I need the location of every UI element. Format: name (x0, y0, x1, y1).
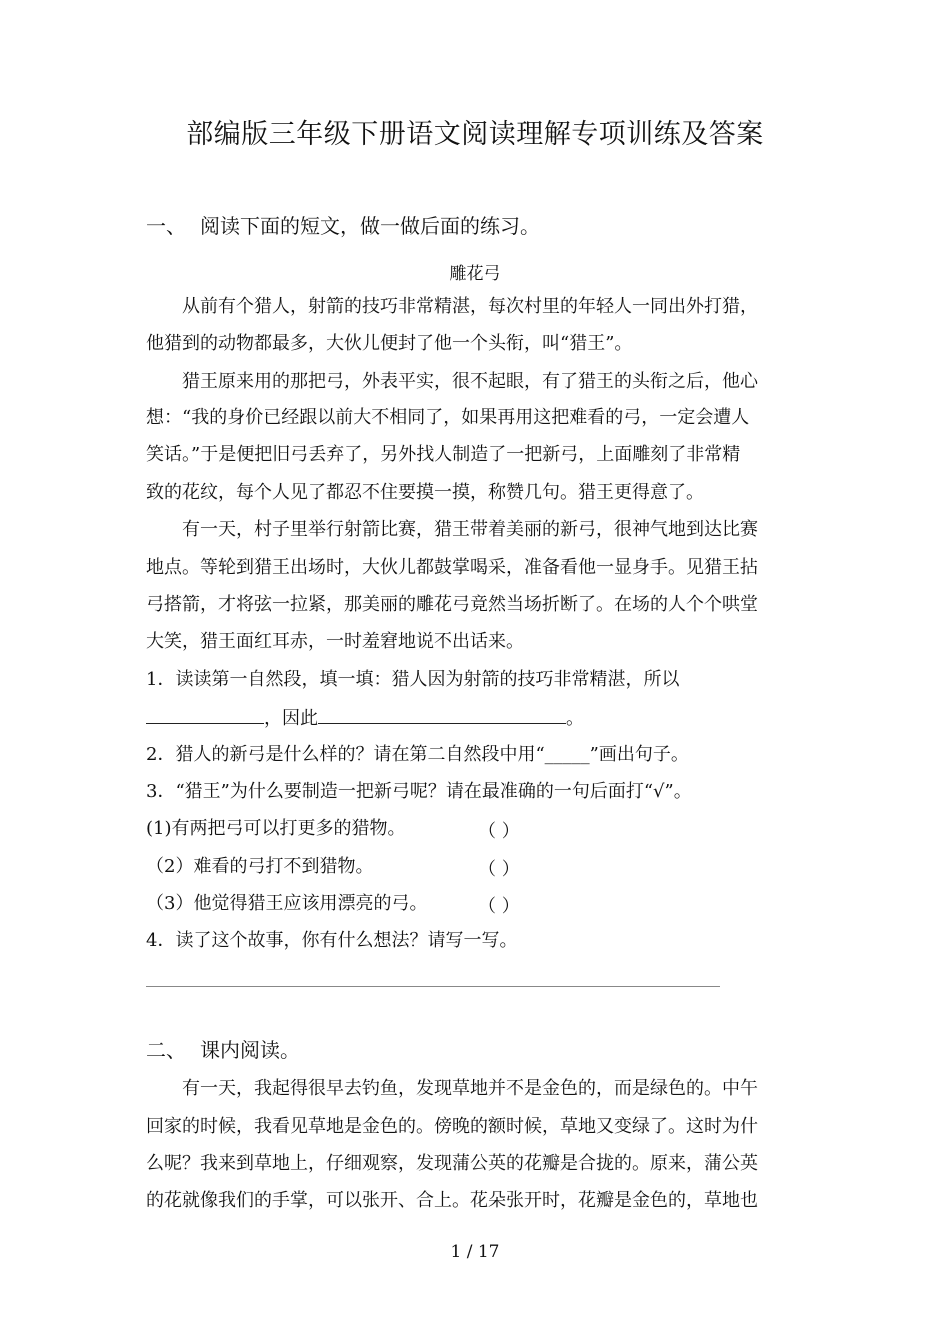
question-2: 2．猎人的新弓是什么样的？请在第二自然段中用“_____”画出句子。 (146, 744, 689, 765)
answer-blank[interactable] (146, 705, 264, 724)
paragraph-line: 地点。等轮到猎王出场时，大伙儿都鼓掌喝采，准备看他一显身手。见猎王拈 (146, 557, 758, 578)
paragraph-line: 么呢？我来到草地上，仔细观察，发现蒲公英的花瓣是合拢的。原来，蒲公英 (146, 1153, 758, 1174)
section-2-heading (146, 1034, 300, 1063)
question-1-mid: ，因此 (264, 708, 318, 729)
paragraph-line: 回家的时候，我看见草地是金色的。傍晚的额时候，草地又变绿了。这时为什 (146, 1116, 758, 1137)
option-1: (1)有两把弓可以打更多的猎物。 (146, 818, 406, 839)
section-heading-text: 阅读下面的短文，做一做后面的练习。 (200, 214, 540, 238)
paragraph-line: 致的花纹，每个人见了都忍不住要摸一摸，称赞几句。猎王更得意了。 (146, 482, 704, 503)
paragraph-line: 大笑，猎王面红耳赤，一时羞窘地说不出话来。 (146, 631, 524, 652)
paragraph-line: 笑话。”于是便把旧弓丢弃了，另外找人制造了一把新弓，上面雕刻了非常精 (146, 444, 741, 465)
story-title: 雕花弓 (449, 264, 501, 284)
question-4: 4．读了这个故事，你有什么想法？请写一写。 (146, 930, 518, 951)
paragraph-line: 从前有个猎人，射箭的技巧非常精湛，每次村里的年轻人一同出外打猎， (182, 296, 758, 317)
question-1-end: 。 (566, 708, 584, 729)
page-title: 部编版三年级下册语文阅读理解专项训练及答案 (186, 119, 764, 150)
paragraph-line: 的花就像我们的手掌，可以张开、合上。花朵张开时，花瓣是金色的，草地也 (146, 1190, 758, 1211)
answer-line[interactable] (146, 986, 720, 987)
section-number: 二、 (146, 1038, 186, 1062)
section-number: 一、 (146, 214, 186, 238)
paragraph-line: 有一天，我起得很早去钓鱼，发现草地并不是金色的，而是绿色的。中午 (182, 1078, 758, 1099)
option-3-checkbox[interactable]: （ ） (478, 896, 520, 917)
question-1-blanks (146, 705, 584, 731)
option-2: （2）难看的弓打不到猎物。 (146, 856, 374, 877)
paragraph-line: 想：“我的身价已经跟以前大不相同了，如果再用这把难看的弓，一定会遭人 (146, 407, 750, 428)
question-1: 1．读读第一自然段，填一填：猎人因为射箭的技巧非常精湛，所以 (146, 669, 680, 690)
option-3: （3）他觉得猎王应该用漂亮的弓。 (146, 893, 428, 914)
option-1-checkbox[interactable]: （ ） (478, 821, 520, 842)
paragraph-line: 猎王原来用的那把弓，外表平实，很不起眼，有了猎王的头衔之后，他心 (182, 371, 758, 392)
page-number: 1 / 17 (450, 1242, 500, 1262)
answer-blank[interactable] (318, 705, 566, 724)
paragraph-line: 弓搭箭，才将弦一拉紧，那美丽的雕花弓竟然当场折断了。在场的人个个哄堂 (146, 594, 758, 615)
section-heading-text: 课内阅读。 (200, 1038, 300, 1062)
paragraph-line: 有一天，村子里举行射箭比赛，猎王带着美丽的新弓，很神气地到达比赛 (182, 519, 758, 540)
question-3: 3．“猎王”为什么要制造一把新弓呢？请在最准确的一句后面打“√”。 (146, 781, 692, 802)
option-2-checkbox[interactable]: （ ） (478, 859, 520, 880)
section-1-heading (146, 210, 540, 239)
paragraph-line: 他猎到的动物都最多，大伙儿便封了他一个头衔，叫“猎王”。 (146, 333, 633, 354)
